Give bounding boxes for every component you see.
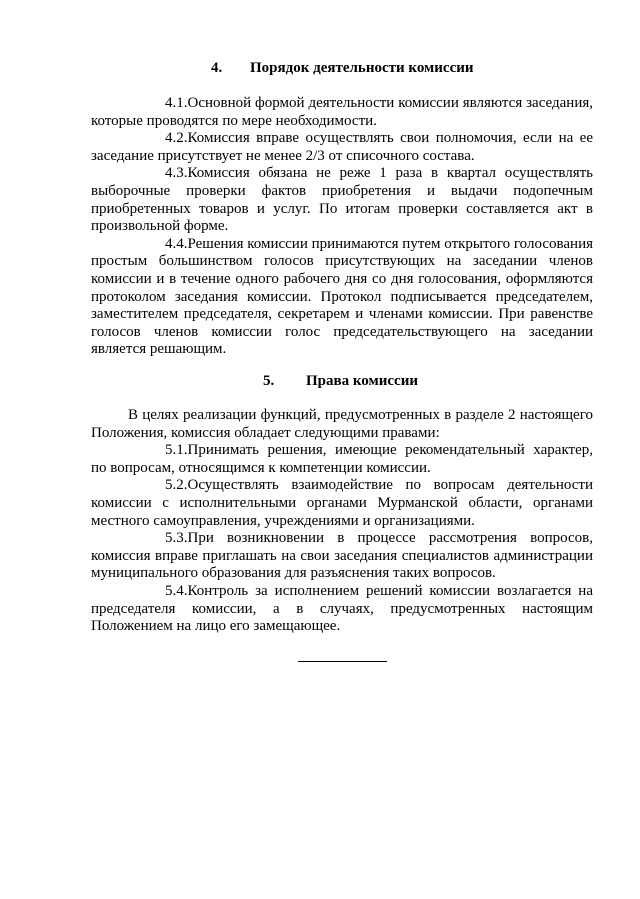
paragraph-number: 4.2. <box>165 130 188 147</box>
end-divider <box>298 661 387 662</box>
paragraph-number: 5.2. <box>165 477 188 494</box>
paragraph-4-2 <box>91 130 593 165</box>
paragraph-text: Комиссия обязана не реже 1 раза в квартал осуществлять выборочные проверки фактов приобретения и выдачи подопечным приобретенных товаров и услуг. По итогам проверки составляется акт в произвольной форме. <box>91 165 593 235</box>
paragraph-text: Осуществлять взаимодействие по вопросам деятельности комиссии с исполнительными органами Мурманской области, органами местного самоуправления, учреждениями и организациями. <box>91 477 593 529</box>
section-4-body <box>91 95 593 359</box>
paragraph-text: Принимать решения, имеющие рекомендательный характер, по вопросам, относящимся к компетенции комиссии. <box>91 442 593 476</box>
paragraph-number: 4.4. <box>165 235 188 252</box>
paragraph-5-1 <box>91 442 593 477</box>
paragraph-5-3 <box>91 530 593 583</box>
paragraph-text: Решения комиссии принимаются путем открытого голосования простым большинством голосов присутствующих на заседании членов комиссии и в течение одного рабочего дня со дня голосования, оформляются протоколом заседания комиссии. Протокол подписывается председателем, заместителем председателя, секретарем и членами комиссии. При равенстве голосов членов комиссии голос председательствующего на заседании является решающим. <box>91 235 593 358</box>
paragraph-number: 5.4. <box>165 582 188 599</box>
section-5-intro: В целях реализации функций, предусмотренных в разделе 2 настоящего Положения, комиссия обладает следующими правами: <box>91 407 593 441</box>
paragraph-number: 4.3. <box>165 165 188 182</box>
paragraph-4-1 <box>91 95 593 130</box>
paragraph-text: Основной формой деятельности комиссии являются заседания, которые проводятся по мере необходимости. <box>91 95 593 129</box>
paragraph-number: 5.3. <box>165 530 188 547</box>
section-5-body <box>91 407 593 636</box>
paragraph-4-4 <box>91 236 593 359</box>
section-5-number: 5. <box>263 373 275 389</box>
section-4-number: 4. <box>211 60 223 76</box>
paragraph-5-4 <box>91 583 593 636</box>
paragraph-text: Комиссия вправе осуществлять свои полномочия, если на ее заседание присутствует не менее 2/3 от списочного состава. <box>91 130 593 164</box>
section-5-title: Права комиссии <box>306 373 418 389</box>
paragraph-number: 5.1. <box>165 442 188 459</box>
paragraph-number: 4.1. <box>165 95 188 111</box>
paragraph-5-2 <box>91 477 593 530</box>
paragraph-text: При возникновении в процессе рассмотрения вопросов, комиссия вправе приглашать на свои заседания специалистов администрации муниципального образования для разъяснения таких вопросов. <box>91 530 593 582</box>
section-4-title: Порядок деятельности комиссии <box>250 60 474 76</box>
paragraph-4-3 <box>91 165 593 235</box>
paragraph-text: Контроль за исполнением решений комиссии возлагается на председателя комиссии, а в случаях, предусмотренных настоящим Положением на лицо его замещающее. <box>91 582 593 635</box>
